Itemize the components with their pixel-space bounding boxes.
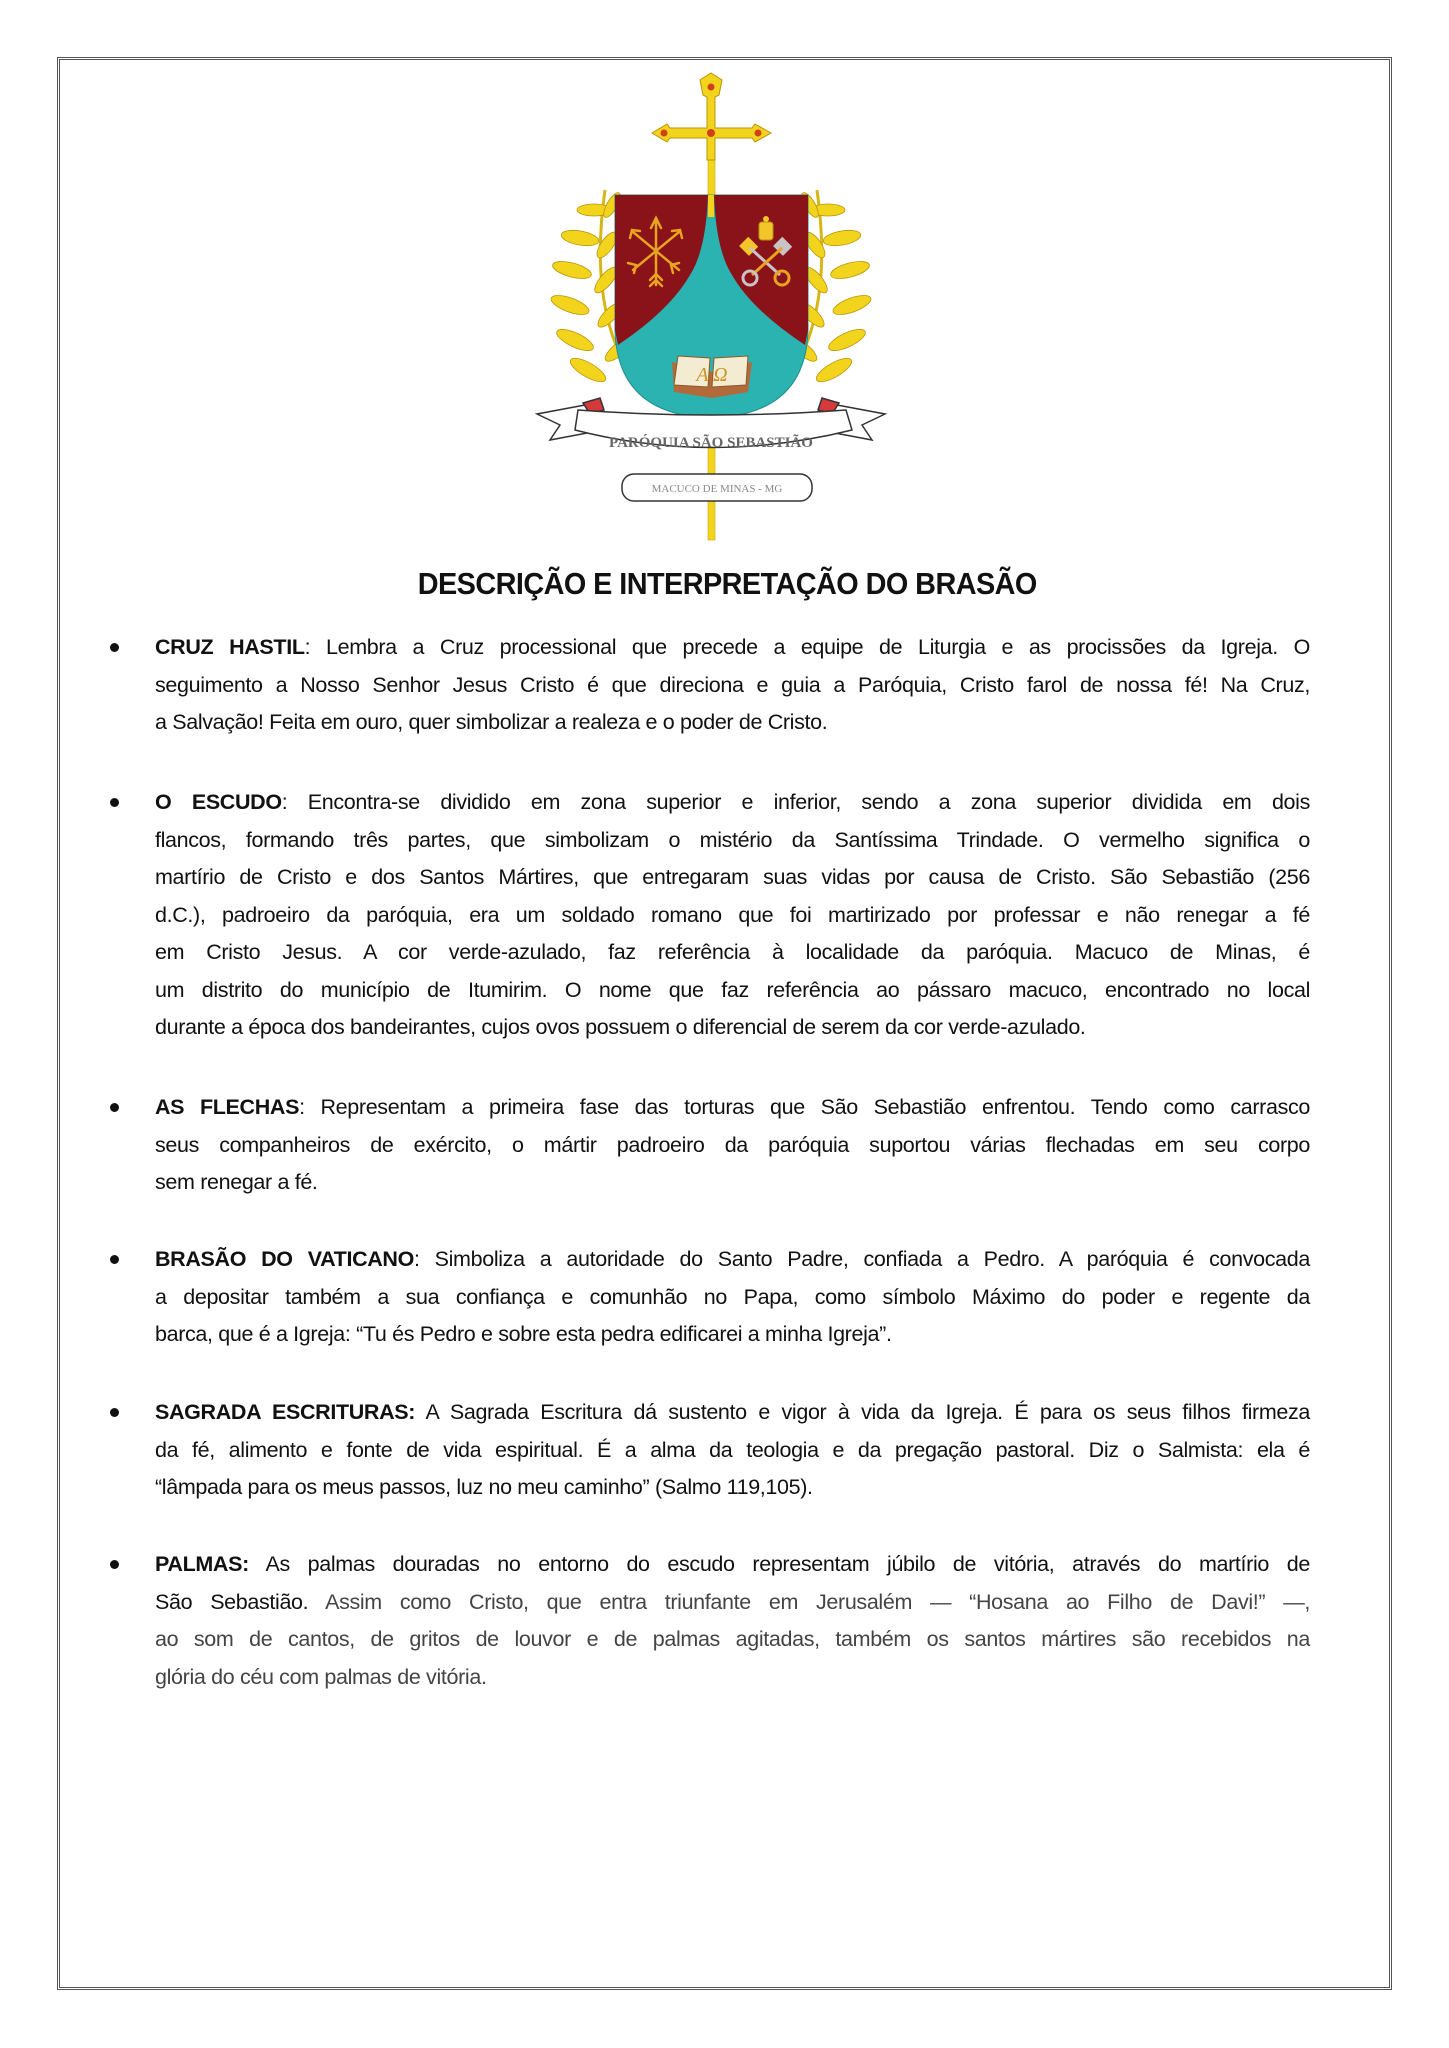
paragraph-line (155, 822, 1310, 860)
paragraph-line (155, 1432, 1310, 1470)
bullet-icon (110, 643, 119, 652)
body-text: : Representam a primeira fase das torturas que São Sebastião enfrentou. Tendo como carrasco (299, 1095, 1310, 1119)
item-label: PALMAS: (155, 1552, 249, 1576)
body-text: : Lembra a Cruz processional que precede a equipe de Liturgia e as procissões da Igreja. O (304, 635, 1310, 659)
body-text: : Simboliza a autoridade do Santo Padre, confiada a Pedro. A paróquia é convocada (413, 1247, 1311, 1271)
bullet-icon (110, 1103, 119, 1112)
body-text: barca, que é a Igreja: “Tu és Pedro e sobre esta pedra edificarei a minha Igreja”. (155, 1322, 892, 1346)
item-label: BRASÃO DO VATICANO (155, 1247, 414, 1271)
paragraph-line (155, 784, 1310, 822)
body-text: A Sagrada Escritura dá sustento e vigor à vida da Igreja. É para os seus filhos firmeza (415, 1400, 1310, 1424)
body-text: São Sebastião. (155, 1589, 326, 1614)
paragraph-line (155, 1009, 1310, 1047)
paragraph-line (155, 972, 1310, 1010)
body-text: durante a época dos bandeirantes, cujos ovos possuem o diferencial de serem da cor verde-azulado. (155, 1015, 1086, 1039)
processional-cross-icon (652, 73, 771, 160)
body-text: da fé, alimento e fonte de vida espiritual. É a alma da teologia e da pregação pastoral. Diz o Salmista: ela é (155, 1437, 1310, 1462)
paragraph-line (155, 1584, 1310, 1622)
ribbon-text: PARÓQUIA SÃO SEBASTIÃO (609, 435, 813, 451)
location-text: MACUCO DE MINAS - MG (651, 483, 783, 495)
body-text: flancos, formando três partes, que simbolizam o mistério da Santíssima Trindade. O vermelho significa o (155, 827, 1310, 852)
paragraph-line (155, 859, 1310, 897)
paragraph-line (155, 1127, 1310, 1165)
paragraph-line (155, 1241, 1310, 1279)
body-text: sem renegar a fé. (155, 1170, 318, 1194)
item-label: CRUZ HASTIL (155, 635, 305, 659)
body-text: em Cristo Jesus. A cor verde-azulado, faz referência à localidade da paróquia. Macuco de Minas, é (155, 940, 1310, 964)
page-title: DESCRIÇÃO E INTERPRETAÇÃO DO BRASÃO (417, 566, 1037, 601)
body-text: d.C.), padroeiro da paróquia, era um soldado romano que foi martirizado por professar e não renegar a fé (155, 902, 1310, 927)
body-text: martírio de Cristo e dos Santos Mártires, que entregaram suas vidas por causa de Cristo. São Sebastião (256 (155, 865, 1310, 889)
body-text: seus companheiros de exército, o mártir padroeiro da paróquia suportou várias flechadas em seu corpo (155, 1132, 1310, 1157)
quote-text: ao som de cantos, de gritos de louvor e de palmas agitadas, também os santos mártires são recebidos na (155, 1627, 1310, 1651)
paragraph-line (155, 1316, 1310, 1354)
bullet-icon (110, 1255, 119, 1264)
paragraph-line (155, 1394, 1310, 1432)
paragraph-line (155, 704, 1310, 742)
bullet-icon (110, 798, 119, 807)
item-label: AS FLECHAS (155, 1095, 300, 1119)
paragraph-line (155, 667, 1310, 705)
body-text: : Encontra-se dividido em zona superior e inferior, sendo a zona superior dividida em dois (281, 790, 1310, 814)
paragraph-line (155, 1279, 1310, 1317)
paragraph-line (155, 897, 1310, 935)
body-text: seguimento a Nosso Senhor Jesus Cristo é que direciona e guia a Paróquia, Cristo farol de nossa fé! Na Cruz, (155, 672, 1310, 697)
bullet-icon (110, 1560, 119, 1569)
body-text: a depositar também a sua confiança e comunhão no Papa, como símbolo Máximo do poder e regente da (155, 1284, 1310, 1309)
body-text: um distrito do município de Itumirim. O nome que faz referência ao pássaro macuco, encontrado no local (155, 977, 1310, 1002)
coat-of-arms (530, 62, 910, 552)
book-letters: A Ω (696, 364, 728, 386)
quote-text: Assim como Cristo, que entra triunfante em Jerusalém — “Hosana ao Filho de Davi!” —, (325, 1589, 1310, 1614)
paragraph-line (155, 1164, 1310, 1202)
bullet-icon (110, 1408, 119, 1417)
body-text: a Salvação! Feita em ouro, quer simbolizar a realeza e o poder de Cristo. (155, 710, 828, 734)
item-label: SAGRADA ESCRITURAS: (155, 1400, 416, 1424)
paragraph-line (155, 1089, 1310, 1127)
body-text: As palmas douradas no entorno do escudo representam júbilo de vitória, através do martírio de (248, 1552, 1310, 1576)
item-label: O ESCUDO (155, 790, 282, 814)
paragraph-line (155, 934, 1310, 972)
paragraph-line (155, 1546, 1310, 1584)
paragraph-line (155, 1469, 1310, 1507)
body-text: “lâmpada para os meus passos, luz no meu caminho” (Salmo 119,105). (155, 1475, 813, 1499)
paragraph-line (155, 1621, 1310, 1659)
paragraph-line (155, 1659, 1310, 1697)
quote-text: glória do céu com palmas de vitória. (155, 1664, 487, 1689)
paragraph-line (155, 629, 1310, 667)
